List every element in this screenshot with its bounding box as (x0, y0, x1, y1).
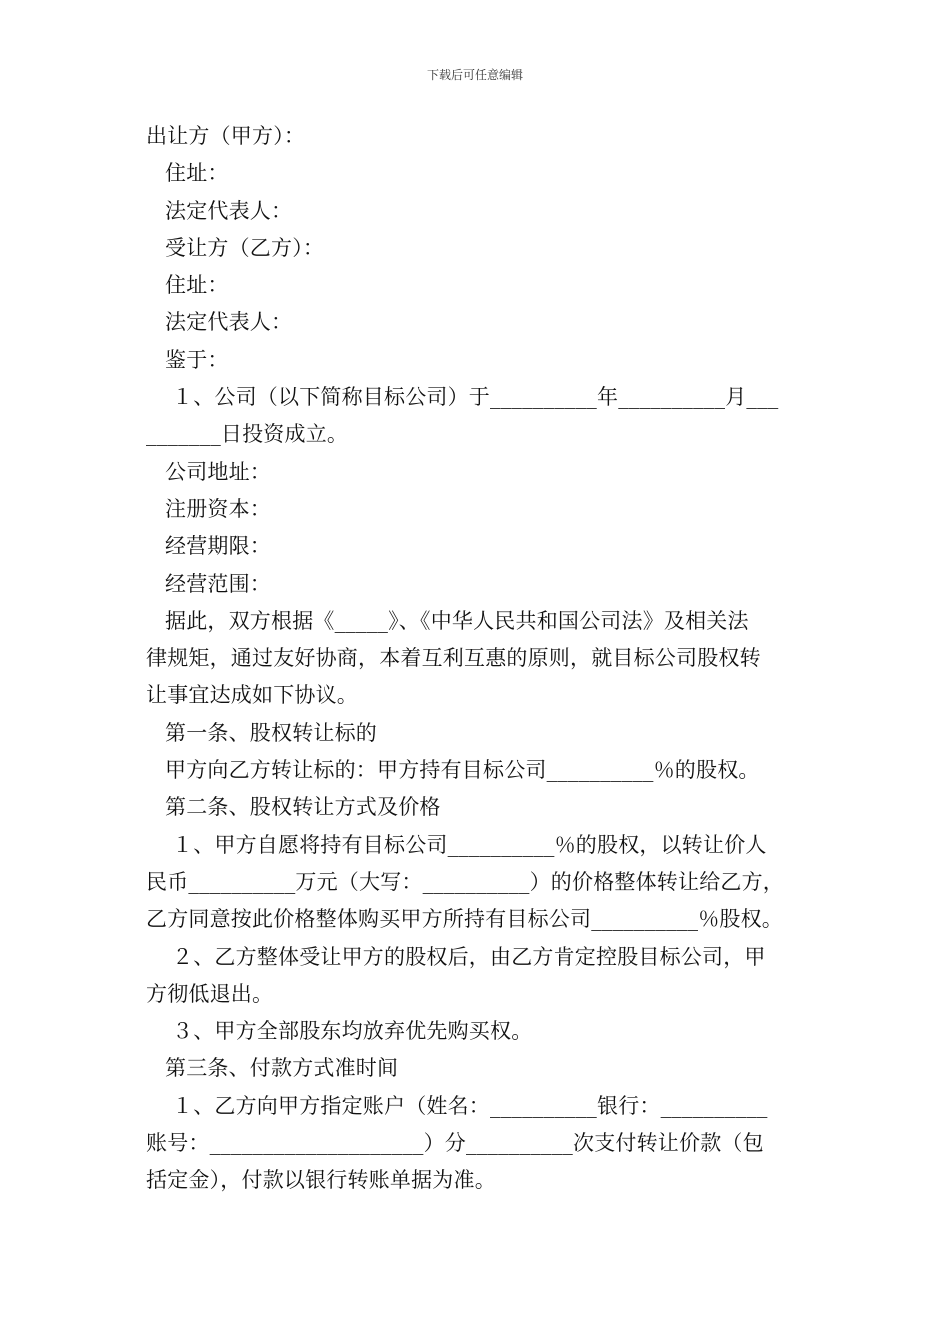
contract-body (146, 118, 810, 1200)
article-3-clause-1-line-3: 括定金），付款以银行转账单据为准。 (146, 1168, 496, 1193)
article-2-clause-2-line-1: ２、乙方整体受让甲方的股权后，由乙方肯定控股目标公司，甲 (172, 944, 766, 969)
article-2-heading: 第二条、股权转让方式及价格 (165, 795, 441, 820)
preamble-line-2: 律规矩，通过友好协商，本着互利互惠的原则，就目标公司股权转 (146, 646, 761, 671)
whereas-heading: 鉴于： (165, 347, 229, 372)
company-address: 公司地址： (165, 459, 271, 484)
business-term: 经营期限： (165, 534, 271, 559)
party-a-title: 出让方（甲方）： (146, 124, 306, 148)
article-2-clause-1-line-3: 乙方同意按此价格整体购买甲方所持有目标公司__________％股权。 (146, 907, 783, 932)
page-header-note: 下载后可任意编辑 (426, 68, 523, 82)
article-2-clause-2-line-2: 方彻低退出。 (146, 981, 274, 1006)
article-2-clause-1-line-1: １、甲方自愿将持有目标公司__________％的股权，以转让价人 (172, 832, 767, 857)
party-b-title: 受让方（乙方）： (165, 235, 325, 260)
registered-capital: 注册资本： (165, 496, 271, 521)
business-scope: 经营范围： (165, 571, 271, 596)
article-3-clause-1-line-1: １、乙方向甲方指定账户（姓名：__________银行：__________ (172, 1093, 768, 1118)
article-3-heading: 第三条、付款方式准时间 (165, 1056, 399, 1081)
article-1-content: 甲方向乙方转让标的：甲方持有目标公司__________％的股权。 (165, 758, 760, 783)
article-2-clause-3: ３、甲方全部股东均放弃优先购买权。 (172, 1019, 533, 1044)
company-establishment-line-2: _______日投资成立。 (146, 422, 349, 447)
preamble-line-1: 据此，双方根据《_____》、《中华人民共和国公司法》及相关法 (165, 608, 749, 633)
article-1-heading: 第一条、股权转让标的 (165, 720, 377, 745)
party-b-legal-rep: 法定代表人： (165, 310, 293, 335)
party-a-address: 住址： (165, 161, 229, 186)
article-2-clause-1-line-2: 民币__________万元（大写：__________）的价格整体转让给乙方， (146, 869, 784, 894)
company-establishment-line-1: １、公司（以下简称目标公司）于__________年__________月___ (172, 385, 779, 410)
party-b-address: 住址： (165, 273, 229, 298)
article-3-clause-1-line-2: 账号：____________________）分__________次支付转让价款（包 (146, 1131, 764, 1156)
party-a-legal-rep: 法定代表人： (165, 198, 293, 223)
preamble-line-3: 让事宜达成如下协议。 (146, 683, 358, 708)
